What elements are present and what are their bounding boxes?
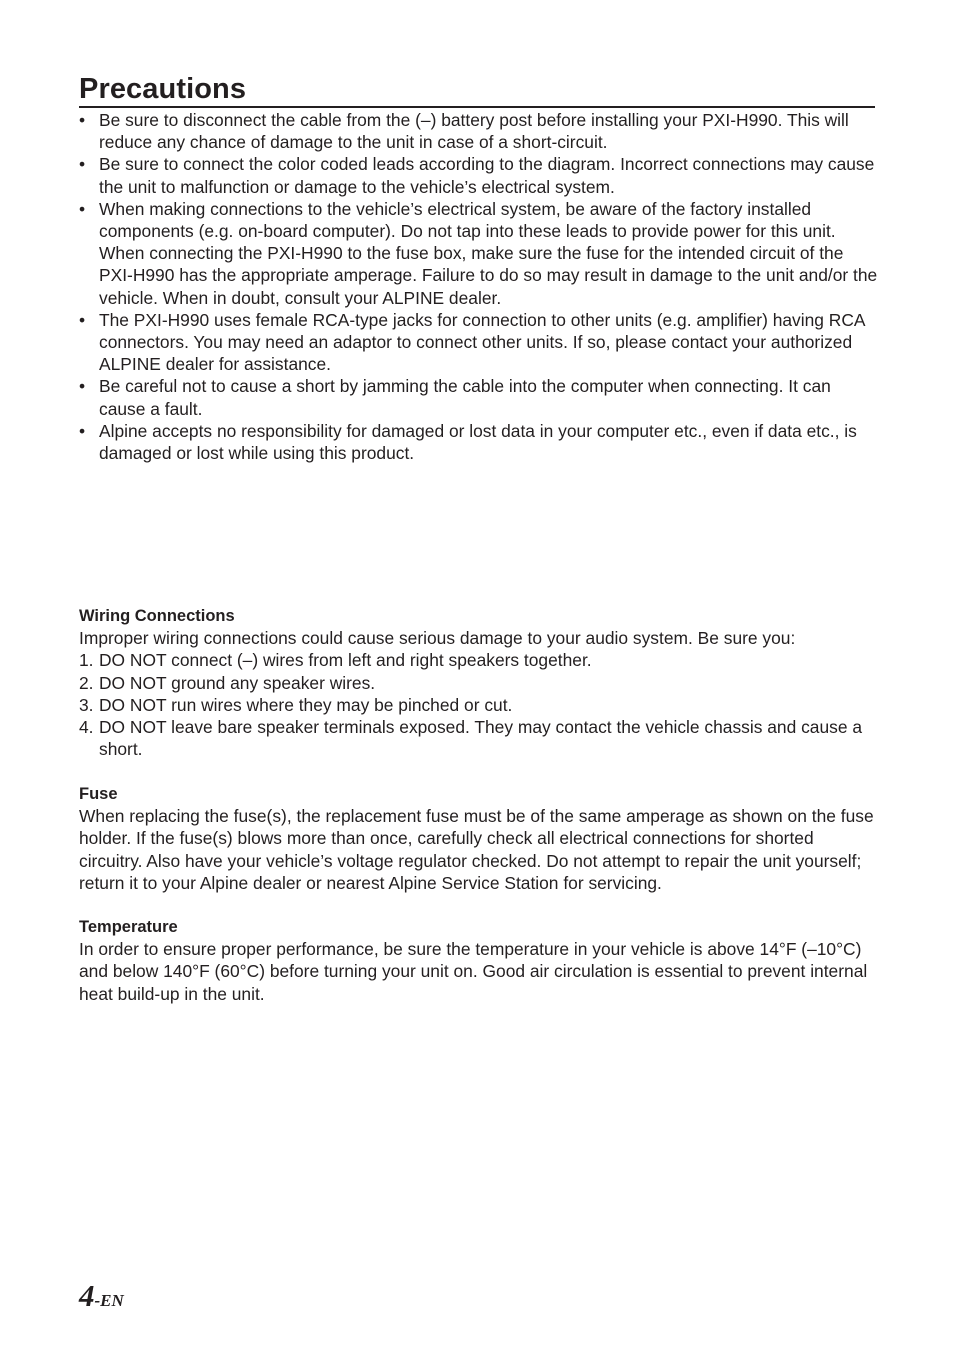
wiring-rules-list bbox=[79, 649, 879, 760]
precaution-item: • The PXI-H990 uses female RCA-type jacks for connection to other units (e.g. amplifier) having RCA connectors. You may need an adaptor to connect other units. If so, please contact your authorized ALPINE dealer for assistance. bbox=[79, 309, 879, 376]
wiring-connections-heading: Wiring Connections bbox=[79, 607, 235, 625]
list-item-text: DO NOT run wires where they may be pinched or cut. bbox=[99, 694, 513, 715]
precaution-item: • Be sure to connect the color coded leads according to the diagram. Incorrect connections may cause the unit to malfunction or damage to the vehicle’s electrical system. bbox=[79, 153, 879, 197]
precaution-item: • Be sure to disconnect the cable from the (–) battery post before installing your PXI-H990. This will reduce any chance of damage to the unit in case of a short-circuit. bbox=[79, 109, 879, 153]
list-item-text: DO NOT leave bare speaker terminals exposed. They may contact the vehicle chassis and cause a short. bbox=[99, 717, 862, 760]
wiring-connections-section bbox=[79, 605, 879, 760]
page-number-value: 4 bbox=[79, 1278, 95, 1313]
precaution-item: • Be careful not to cause a short by jamming the cable into the computer when connecting. It can cause a fault. bbox=[79, 375, 879, 419]
temperature-section bbox=[79, 916, 879, 1005]
list-item-number: 3. bbox=[79, 694, 94, 715]
list-item bbox=[79, 694, 879, 716]
temperature-heading: Temperature bbox=[79, 918, 178, 936]
temperature-body: In order to ensure proper performance, be sure the temperature in your vehicle is above 14°F (–10°C) and below 140°F (60°C) before turning your unit on. Good air circulation is essential to prevent internal heat build-up in the unit. bbox=[79, 939, 868, 1004]
precautions-list bbox=[79, 109, 879, 464]
page-number bbox=[79, 1278, 124, 1314]
precaution-item: • When making connections to the vehicle’s electrical system, be aware of the factory installed components (e.g. on-board computer). Do not tap into these leads to provide power for this unit. When connecting the PXI-H990 to the fuse box, make sure the fuse for the intended circuit of the PXI-H990 has the appropriate amperage. Failure to do so may result in damage to the unit and/or the vehicle. When in doubt, consult your ALPINE dealer. bbox=[79, 198, 879, 309]
list-item-number: 4. bbox=[79, 717, 94, 738]
page-number-suffix: -EN bbox=[94, 1291, 124, 1310]
list-item-text: DO NOT ground any speaker wires. bbox=[99, 672, 376, 693]
page-title: Precautions bbox=[79, 72, 875, 108]
list-item-text: DO NOT connect (–) wires from left and right speakers together. bbox=[99, 650, 592, 671]
precaution-item: • Alpine accepts no responsibility for damaged or lost data in your computer etc., even if data etc., is damaged or lost while using this product. bbox=[79, 420, 879, 464]
wiring-connections-intro: Improper wiring connections could cause serious damage to your audio system. Be sure you: bbox=[79, 628, 796, 649]
fuse-heading: Fuse bbox=[79, 785, 118, 803]
list-item-number: 2. bbox=[79, 672, 94, 693]
list-item bbox=[79, 716, 879, 760]
list-item bbox=[79, 649, 879, 671]
fuse-body: When replacing the fuse(s), the replacement fuse must be of the same amperage as shown on the fuse holder. If the fuse(s) blows more than once, carefully check all electrical connections for shorted circuitry. Also have your vehicle’s voltage regulator checked. Do not attempt to repair the unit yourself; return it to your Alpine dealer or nearest Alpine Service Station for servicing. bbox=[79, 806, 874, 893]
fuse-section bbox=[79, 783, 879, 894]
list-item bbox=[79, 672, 879, 694]
list-item-number: 1. bbox=[79, 650, 94, 671]
